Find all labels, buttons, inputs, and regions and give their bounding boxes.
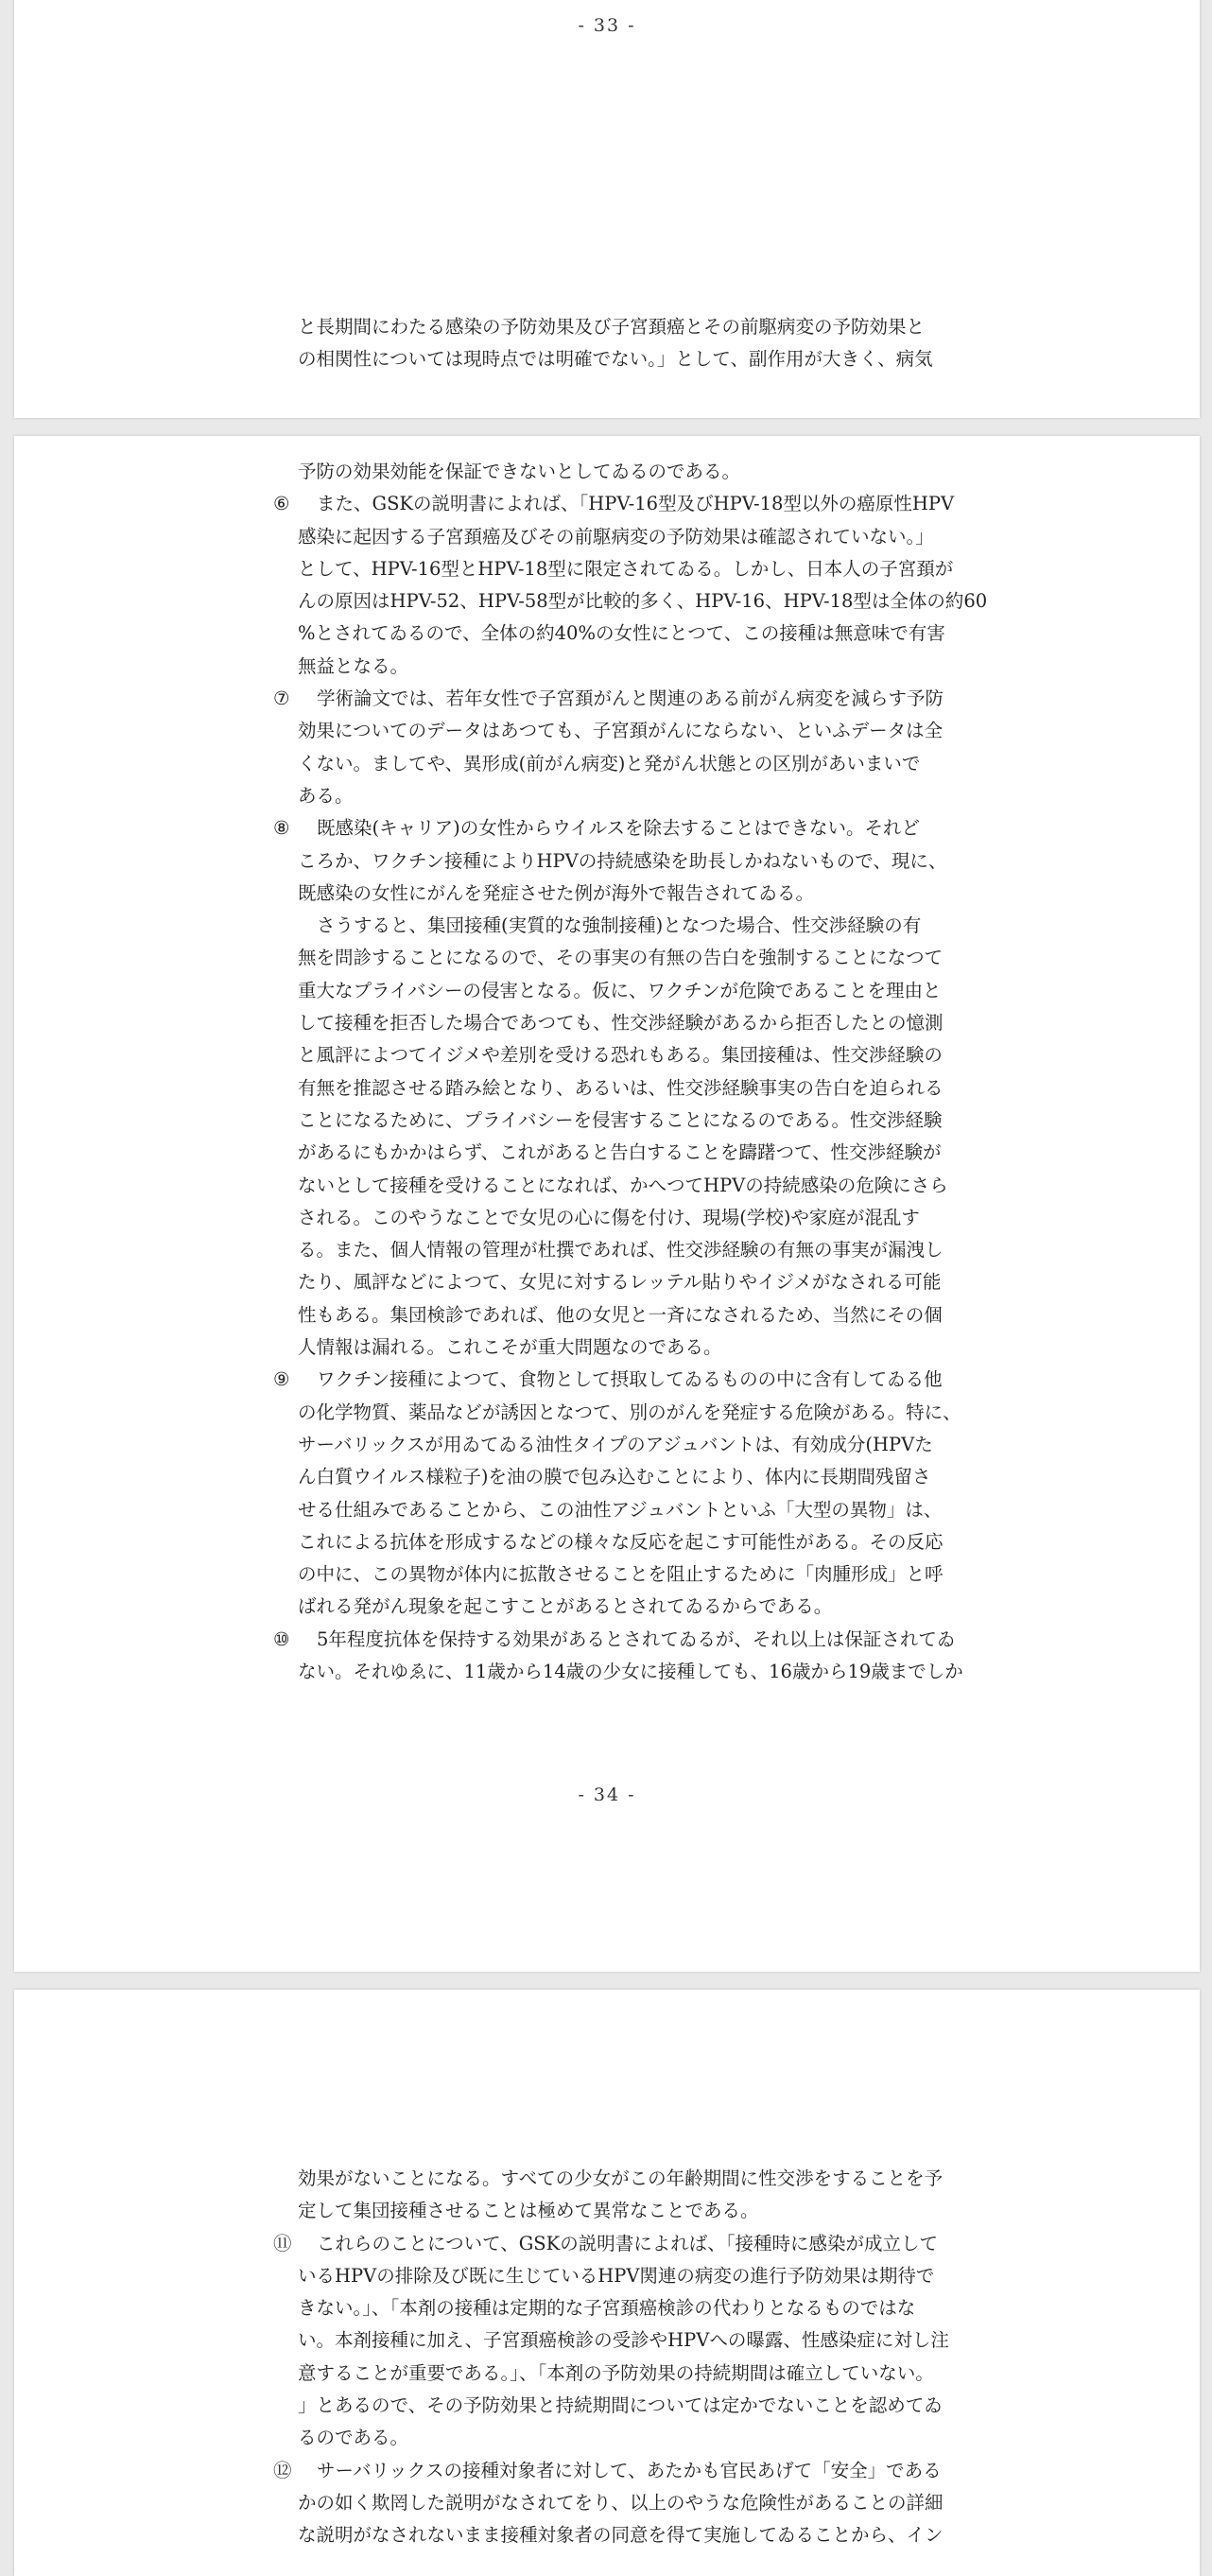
list-item-11 (273, 2228, 1026, 2455)
page-34 (14, 436, 1200, 1972)
text-line: と長期間にわたる感染の予防効果及び子宮頚癌とその前駆病変の予防効果と (298, 316, 926, 338)
text-line: があるにもかかはらず、これがあると告白することを躊躇つて、性交渉経験が (298, 1141, 942, 1164)
text-line: 効果がないことになる。すべての少女がこの年齢期間に性交渉をすることを予 (298, 2167, 944, 2189)
text-line: 5年程度抗体を保持する効果があるとされてゐるが、それ以上は保証されてゐ (317, 1627, 956, 1650)
list-item-10 (273, 1624, 1026, 1689)
text-line: 無益となる。 (298, 654, 409, 677)
text-line: かの如く欺罔した説明がなされてをり、以上のやうな危険性があることの詳細 (298, 2491, 944, 2514)
text-line: きない。」、「本剤の接種は定期的な子宮頚癌検診の代わりとなるものではな (298, 2297, 916, 2320)
list-item-12 (273, 2455, 1026, 2552)
item-marker: ⑧ (273, 817, 290, 840)
page-number: - 33 - (578, 15, 636, 36)
page-body (273, 2163, 1026, 2552)
text-line: 意することが重要である。」、「本剤の予防効果の持続期間は確立していない。 (298, 2361, 934, 2384)
text-line: せる仕組みであることから、この油性アジュバントといふ「大型の異物」は、 (298, 1498, 943, 1521)
list-item-8 (273, 812, 1026, 1364)
list-item-6 (273, 488, 1026, 683)
text-line: これによる抗体を形成するなどの様々な反応を起こす可能性がある。その反応 (298, 1530, 944, 1553)
page-body (298, 311, 1026, 376)
item-marker: ⑫ (273, 2459, 292, 2481)
page-number: - 34 - (578, 1784, 636, 1805)
item-marker: ⑪ (273, 2232, 292, 2254)
text-line: の中に、この異物が体内に拡散させることを阻止するために「肉腫形成」と呼 (298, 1563, 944, 1586)
list-item-7 (273, 683, 1026, 812)
item-marker: ⑩ (273, 1627, 290, 1650)
text-line: ない。それゆゑに、11歳から14歳の少女に接種しても、16歳から19歳までしか (298, 1660, 963, 1682)
text-line: 無を問診することになるので、その事実の有無の告白を強制することになつて (298, 947, 944, 969)
text-line: 学術論文では、若年女性で子宮頚がんと関連のある前がん病変を減らす予防 (317, 688, 944, 710)
text-line: いるHPVの排除及び既に生じているHPV関連の病変の進行予防効果は期待で (298, 2264, 935, 2287)
text-line: 」とあるので、その予防効果と持続期間については定かでないことを認めてゐ (298, 2394, 943, 2417)
text-line: な説明がなされないまま接種対象者の同意を得て実施してゐることから、イン (298, 2524, 944, 2547)
page-33 (14, 0, 1200, 418)
item-marker: ⑨ (273, 1368, 290, 1391)
text-line: これらのことについて、GSKの説明書によれば、「接種時に感染が成立して (317, 2232, 938, 2254)
text-line: 感染に起因する子宮頚癌及びその前駆病変の予防効果は確認されていない。」 (298, 525, 934, 548)
text-line: たり、風評などによつて、女児に対するレッテル貼りやイジメがなされる可能 (298, 1271, 942, 1294)
item-marker: ⑥ (273, 493, 290, 515)
text-line: ワクチン接種によつて、食物として摂取してゐるものの中に含有してゐる他 (317, 1368, 943, 1391)
text-line: 既感染(キャリア)の女性からウイルスを除去することはできない。それど (317, 817, 921, 840)
text-line: また、GSKの説明書によれば、「HPV-16型及びHPV-18型以外の癌原性HPV (317, 493, 955, 515)
text-line: る。また、個人情報の管理が杜撰であれば、性交渉経験の有無の事実が漏洩し (298, 1239, 944, 1262)
text-line: 定して集団接種させることは極めて異常なことである。 (298, 2200, 759, 2222)
text-line: ある。 (298, 784, 354, 807)
text-line: さうすると、集団接種(実質的な強制接種)となつた場合、性交渉経験の有 (317, 914, 922, 937)
text-line: 有無を推認させる踏み絵となり、あるいは、性交渉経験事実の告白を迫られる (298, 1076, 944, 1099)
text-line: 重大なプライバシーの侵害となる。仮に、ワクチンが危険であることを理由と (298, 979, 942, 1001)
text-line: るのである。 (298, 2427, 409, 2449)
list-item-9 (273, 1364, 1026, 1623)
text-line: 人情報は漏れる。これこそが重大問題なのである。 (298, 1336, 722, 1359)
text-line: んの原因はHPV-52、HPV-58型が比較的多く、HPV-16、HPV-18型は全体の約60 (298, 590, 988, 613)
text-line: の化学物質、薬品などが誘因となつて、別のがんを発症する危険がある。特に、 (298, 1401, 961, 1423)
text-line: くない。ましてや、異形成(前がん病変)と発がん状態との区別があいまいで (298, 752, 921, 775)
text-line: サーバリックスが用ゐてゐる油性タイプのアジュバントは、有効成分(HPVた (298, 1433, 933, 1455)
text-line: %とされてゐるので、全体の約40%の女性にとつて、この接種は無意味で有害 (298, 622, 945, 645)
text-line: 既感染の女性にがんを発症させた例が海外で報告されてゐる。 (298, 881, 815, 904)
text-line: として、HPV-16型とHPV-18型に限定されてゐる。しかし、日本人の子宮頚が (298, 557, 954, 580)
text-line: される。このやうなことで女児の心に傷を付け、現場(学校)や家庭が混乱す (298, 1206, 920, 1228)
text-line: して接種を拒否した場合であつても、性交渉経験があるから拒否したとの憶測 (298, 1012, 944, 1035)
text-line: ん白質ウイルス様粒子)を油の膜で包み込むことにより、体内に長期間残留さ (298, 1466, 931, 1488)
text-line: ないとして接種を受けることになれば、かへつてHPVの持続感染の危険にさら (298, 1174, 948, 1196)
page-body (273, 456, 1026, 1688)
text-line: 効果についてのデータはあつても、子宮頚がんにならない、といふデータは全 (298, 720, 944, 742)
item-marker: ⑦ (273, 688, 290, 710)
text-line: と風評によつてイジメや差別を受ける恐れもある。集団接種は、性交渉経験の (298, 1044, 943, 1067)
text-line: ころか、ワクチン接種によりHPVの持続感染を助長しかねないもので、現に、 (298, 849, 947, 872)
text-line: サーバリックスの接種対象者に対して、あたかも官民あげて「安全」である (317, 2459, 942, 2481)
page-35 (14, 1990, 1200, 2576)
text-line: 予防の効果効能を保証できないとしてゐるのである。 (298, 461, 741, 482)
text-line: 性もある。集団検診であれば、他の女児と一斉になされるため、当然にその個 (298, 1303, 943, 1326)
text-line: の相関性については現時点では明確でない。」として、副作用が大きく、病気 (298, 348, 933, 371)
text-line: ばれる発がん現象を起こすことがあるとされてゐるからである。 (298, 1595, 833, 1618)
text-line: ことになるために、プライバシーを侵害することになるのである。性交渉経験 (298, 1108, 943, 1131)
text-line: い。本剤接種に加え、子宮頚癌検診の受診やHPVへの曝露、性感染症に対し注 (298, 2329, 949, 2352)
